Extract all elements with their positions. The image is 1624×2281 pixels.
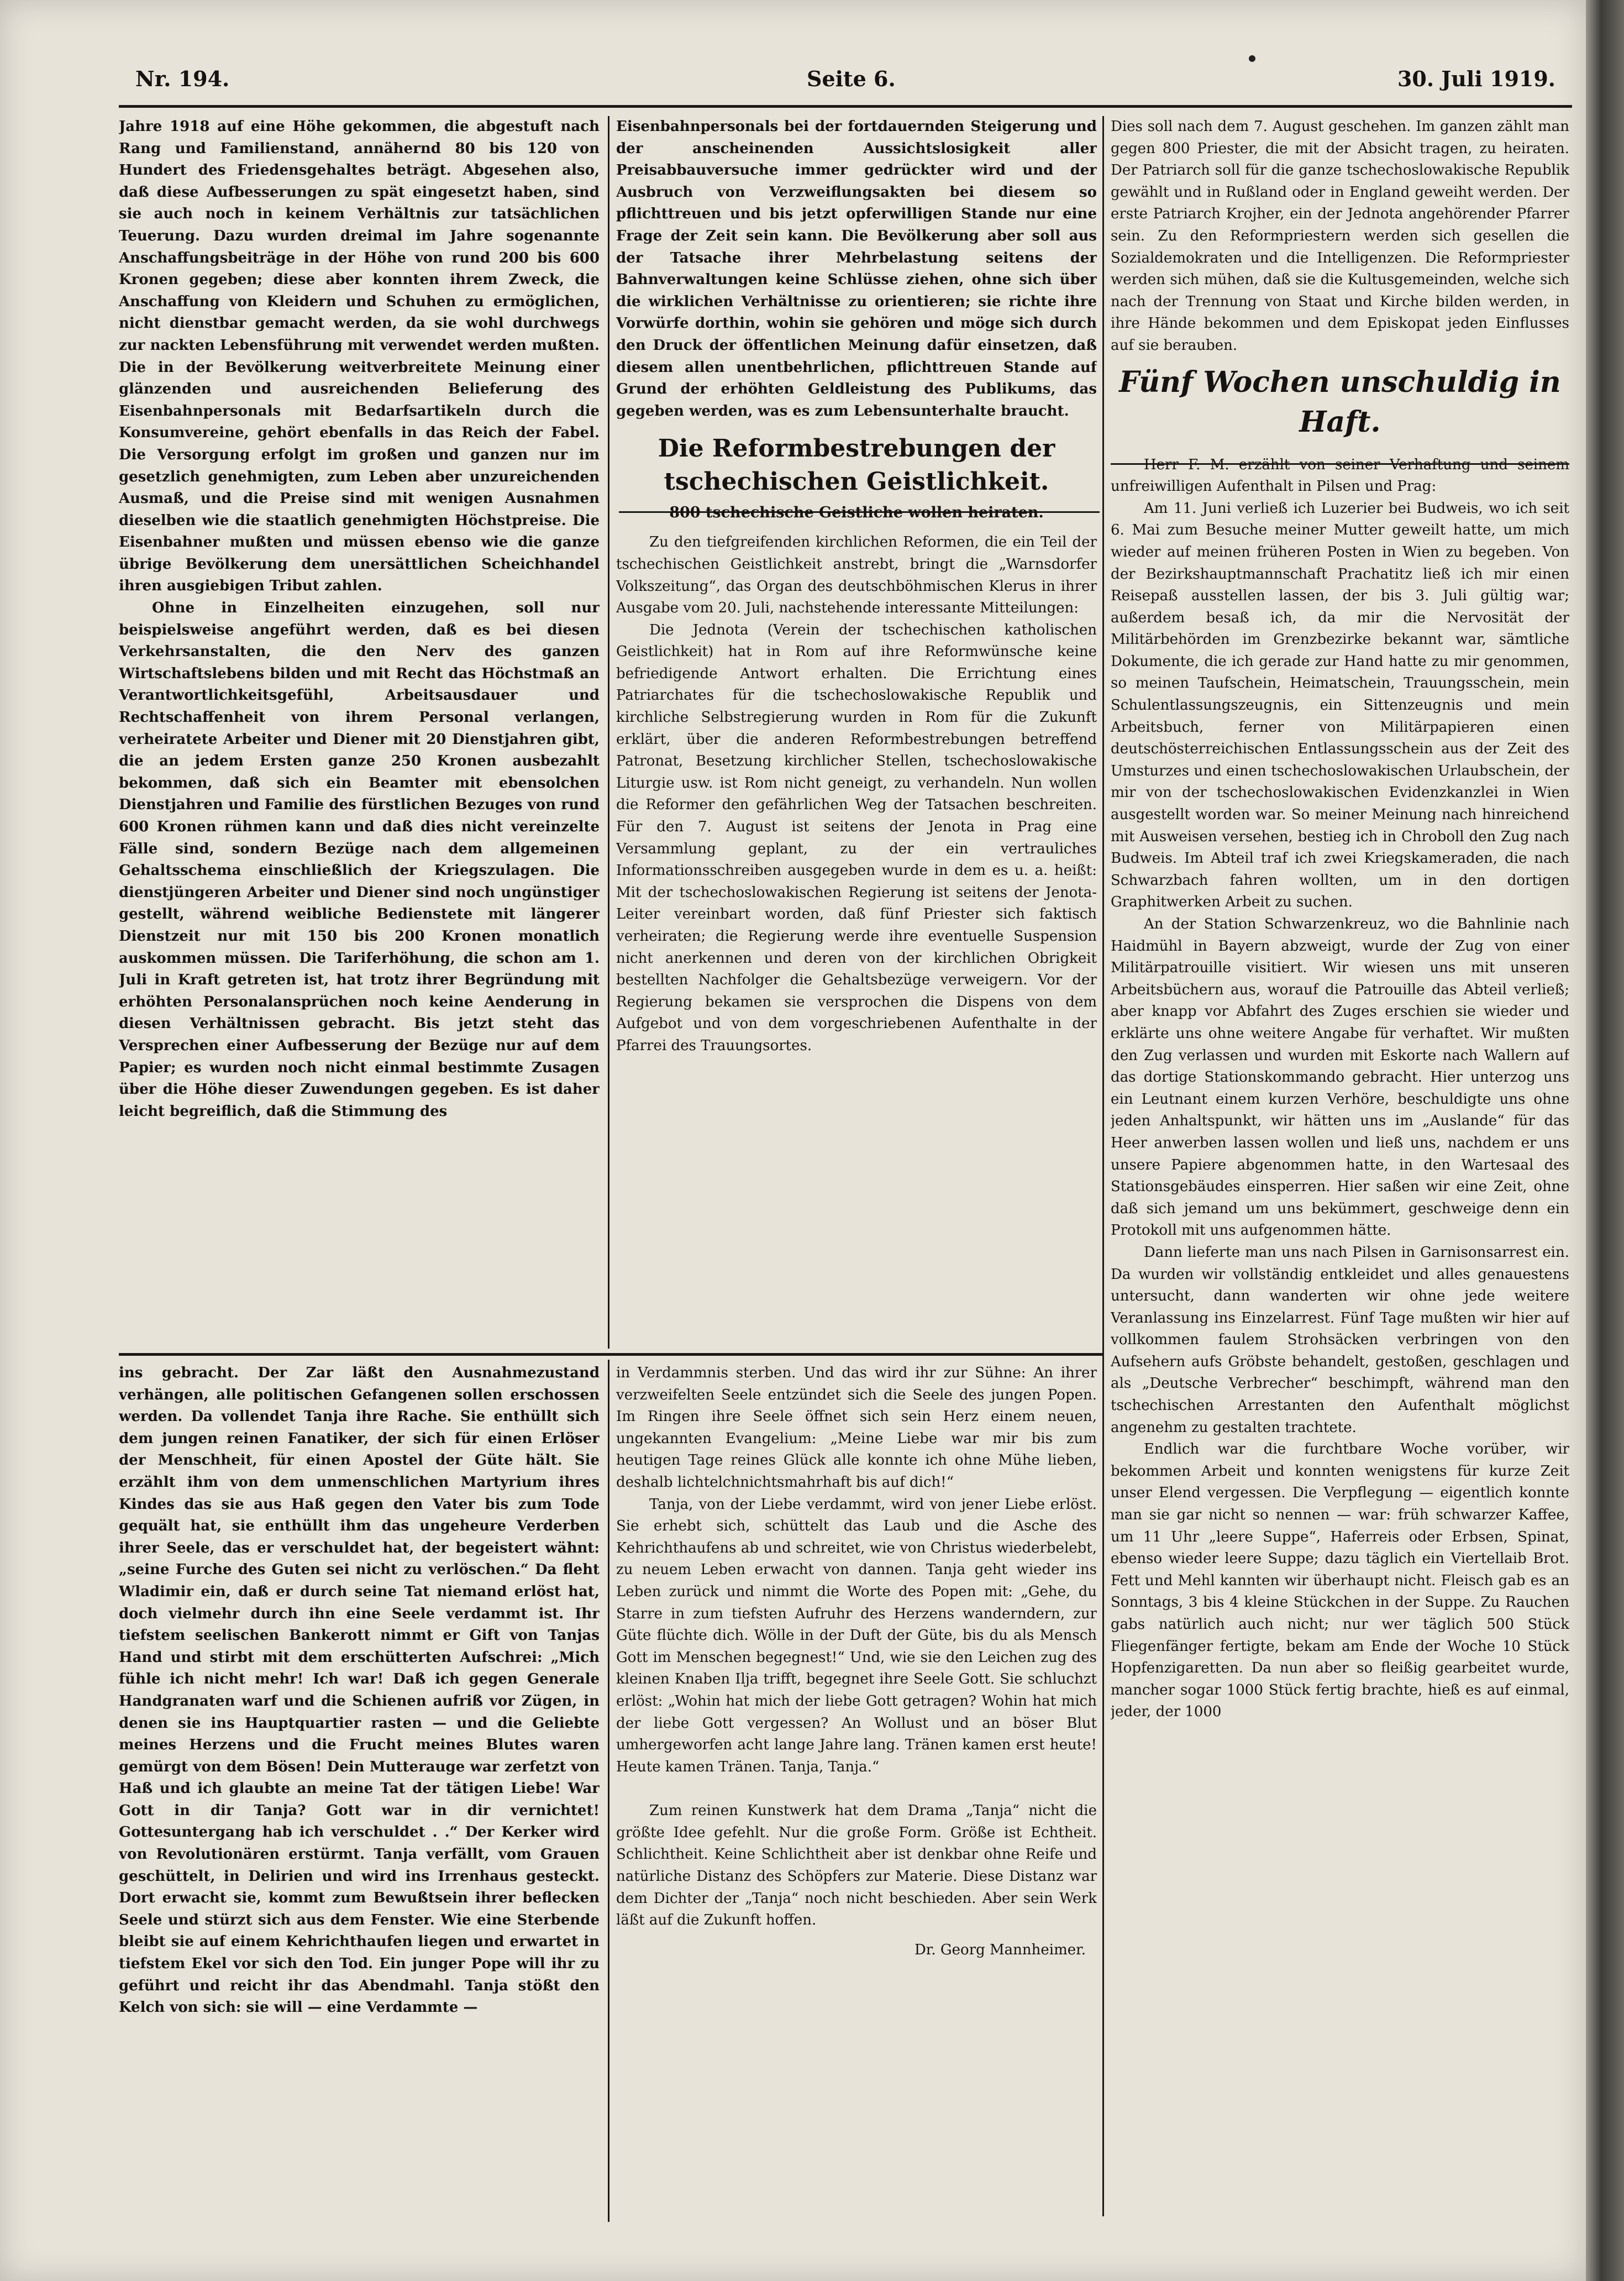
paragraph: Eisenbahnpersonals bei der fortdauernden Steigerung und der anscheinenden Aussichtslosigkeit aller Preisabbauversuche immer gedrückter wird und der Ausbruch von Verzweiflungsakten bei diesem so pflichttreuen und bis jetzt opferwilligen Stande nur eine Frage der Zeit sein kann. Die Bevölkerung aber soll aus der Tatsache ihrer Mehrbelastung seitens der Bahnverwaltungen keine Schlüsse ziehen, ohne sich über die wirklichen Verhältnisse zu orientieren; sie richte ihre Vorwürfe dorthin, wohin sie gehören und möge sich durch den Druck der öffentlichen Meinung dafür einsetzen, daß diesem allen unentbehrlichen, pflichttreuen Stande auf Grund der erhöhten Geldleistung des Publikums, das gegeben werden, was es zum Lebensunterhalte braucht. xyxy=(616,118,1097,420)
column-1 xyxy=(119,116,600,1349)
page-header xyxy=(119,66,1555,105)
column-rule-1 xyxy=(608,116,609,1349)
paragraph: Zu den tiefgreifenden kirchlichen Reformen, die ein Teil der tschechischen Geistlichkeit anstrebt, bringt die „Warnsdorfer Volkszeitung“, das Organ des deutschböhmischen Klerus in ihrer Ausgabe vom 20. Juli, nachstehende interessante Mitteilungen: xyxy=(616,534,1097,617)
paragraph: Endlich war die furchtbare Woche vorüber, wir bekommen Arbeit und konnten wenigstens für kurze Zeit unser Elend vergessen. Die Verpflegung — eigentlich konnte man sie gar nicht so nennen — war: früh schwarzer Kaffee, um 11 Uhr „leere Suppe“, Haferreis oder Erbsen, Spinat, ebenso wieder leere Suppe; dazu täglich ein Viertellaib Brot. Fett und Mehl kannten wir überhaupt nicht. Fleisch gab es an Sonntags, 3 bis 4 kleine Stückchen in der Suppe. Zu Rauchen gabs natürlich auch nicht; nur wer täglich 500 Stück Fliegenfänger fertigte, bekam am Ende der Woche 10 Stück Hopfenzigaretten. Da nun aber so fleißig gearbeitet wurde, mancher sogar 1000 Stück fertig brachte, hieß es auf einmal, jeder, der 1000 xyxy=(1111,1441,1569,1721)
column-rule-3 xyxy=(608,1360,609,2222)
paragraph: Die Jednota (Verein der tschechischen katholischen Geistlichkeit) hat in Rom auf ihre Reformwünsche keine befriedigende Antwort erhalten. Die Errichtung eines Patriarchates für die tschechoslowakische Republik und kirchliche Selbstregierung wurden in Rom für die Zukunft erklärt, über die anderen Reformbestrebungen betreffend Patronat, Besetzung kirchlicher Stellen, tschechoslowakische Liturgie usw. ist Rom nicht geneigt, zu verhandeln. Nun wollen die Reformer den gefährlichen Weg der Tatsachen beschreiten. Für den 7. August ist seitens der Jenota in Prag eine Versammlung geplant, zu der ein vertrauliches Informationsschreiben ausgegeben wurde in dem es u. a. heißt: Mit der tschechoslowakischen Regierung ist seitens der Jenota-Leiter vereinbart worden, daß fünf Priester sich faktisch verheiraten; die Regierung werde ihre eventuelle Suspension nicht anerkennen und deren von der kirchlichen Obrigkeit bestellten Nachfolger die Gehaltsbezüge verweigern. Vor der Regierung bekamen sie versprochen die Dispens von dem Aufgebot und von dem vorgeschriebenen Aufenthalte in der Pfarrei des Trauungsortes. xyxy=(616,621,1097,1054)
header-rule xyxy=(119,105,1572,108)
paragraph: Dann lieferte man uns nach Pilsen in Garnisonsarrest ein. Da wurden wir vollständig entkleidet und alles genauestens untersucht, dann wanderten wir ohne jede weitere Veranlassung ins Einzelarrest. Fünf Tage mußten wir hier auf vollkommen faulem Strohsäcken verbringen von den Aufsehern aufs Gröbste behandelt, gestoßen, geschlagen und als „Deutsche Verbrecher“ beschimpft, während man den tschechischen Arrestanten den Aufenthalt möglichst angenehm zu gestalten trachtete. xyxy=(1111,1244,1569,1436)
ink-spot xyxy=(1249,55,1255,62)
paragraph: in Verdammnis sterben. Und das wird ihr zur Sühne: An ihrer verzweifelten Seele entzündet sich die Seele des jungen Popen. Im Ringen ihre Seele öffnet sich sein Herz einem neuen, ungekannten Evangelium: „Meine Liebe war mir bis zum heutigen Tage reines Glück alle konnte ich ohne Mühe lieben, deshalb lichtelchnichtsmahrhaft bis auf dich!“ xyxy=(616,1365,1097,1491)
paragraph: An der Station Schwarzenkreuz, wo die Bahnlinie nach Haidmühl in Bayern abzweigt, wurde der Zug von einer Militärpatrouille visitiert. Wir wiesen uns mit unseren Arbeitsbüchern aus, worauf die Patrouille das Abteil verließ; aber knapp vor Abfahrt des Zuges erschien sie wieder und erklärte uns ohne weitere Angabe für verhaftet. Wir mußten den Zug verlassen und wurden mit Eskorte nach Wallern auf das dortige Stationskommando gebracht. Hier unterzog uns ein Leutnant einem kurzen Verhöre, beschuldigte uns ohne jeden Anhaltspunkt, wir hätten uns im „Auslande“ für das Heer anwerben lassen wollen und ließ uns, nachdem er uns unsere Papiere abgenommen hatte, in den Wartesaal des Stationsgebäudes einsperren. Hier saßen wir eine Zeit, ohne daß sich jemand um uns bekümmert, geschweige denn ein Protokoll mit uns aufgenommen hätte. xyxy=(1111,916,1569,1239)
column-2 xyxy=(616,116,1097,1349)
article-title: Fünf Wochen unschuldig in Haft. xyxy=(1119,365,1561,439)
paragraph: Zum reinen Kunstwerk hat dem Drama „Tanja“ nicht die größte Idee gefehlt. Nur die große Form. Größe ist Echtheit. Schlichtheit. Keine Schlichtheit aber ist denkbar ohne Reife und natürliche Distanz des Schöpfers zur Materie. Diese Distanz war dem Dichter der „Tanja“ noch nicht beschieden. Aber sein Werk läßt auf die Zukunft hoffen. xyxy=(616,1802,1097,1929)
paragraph: Ohne in Einzelheiten einzugehen, soll nur beispielsweise angeführt werden, daß es bei diesen Verkehrsanstalten, die den Nerv des ganzen Wirtschaftslebens bilden und mit Recht das Höchstmaß an Verantwortlichkeitsgefühl, Arbeitsausdauer und Rechtschaffenheit von ihrem Personal verlangen, verheiratete Arbeiter und Diener mit 20 Dienstjahren gibt, die an jedem Ersten ganze 250 Kronen ausbezahlt bekommen, daß sich ein Beamter mit ebensolchen Dienstjahren und Familie des fürstlichen Bezuges von rund 600 Kronen rühmen kann und daß dies nicht vereinzelte Fälle sind, sondern Bezüge nach dem allgemeinen Gehaltsschema einschließlich der Kriegszulagen. Die dienstjüngeren Arbeiter und Diener sind noch ungünstiger gestellt, während weibliche Bedienstete mit längerer Dienstzeit nur mit 150 bis 200 Kronen monatlich auskommen müssen. Die Tariferhöhung, die schon am 1. Juli in Kraft getreten ist, hat trotz ihrer Begründung mit erhöhten Personalansprüchen noch keine Aenderung in diesen Verhältnissen gebracht. Bis jetzt steht das Versprechen einer Aufbesserung der Bezüge nur auf dem Papier; es wurden noch nicht einmal bestimmte Zusagen über die Höhe dieser Zuwendungen gegeben. Es ist daher leicht begreiflich, daß die Stimmung des xyxy=(119,600,600,1120)
issue-date: 30. Juli 1919. xyxy=(1397,66,1555,91)
page-edge-shadow xyxy=(1586,0,1624,2281)
paragraph: Am 11. Juni verließ ich Luzerier bei Budweis, wo ich seit 6. Mai zum Besuche meiner Mutter geweilt hatte, um mich wieder auf meinen früheren Posten in Wien zu begeben. Von der Bezirkshauptmannschaft Prachatitz ließ ich mir einen Reisepaß ausstellen lassen, der bis 3. Juli gültig war; außerdem besaß ich, da mir die Nervosität der Militärbehörden im Grenzbezirke bekannt war, sämtliche Dokumente, die ich gerade zur Hand hatte zu mir genommen, so meinen Taufschein, Heimatschein, Trauungsschein, mein Schulentlassungszeugnis, ein Sittenzeugnis und mein Arbeitsbuch, ferner von Militärpapieren einen deutschösterreichischen Entlassungsschein aus der Zeit des Umsturzes und einen tschechoslowakischen Urlaubschein, der mir von der tschechoslowakischen Evidenzkanzlei in Wien ausgestellt worden war. So meiner Meinung nach hinreichend mit Ausweisen versehen, bestieg ich in Chroboll den Zug nach Budweis. Im Abteil traf ich zwei Kriegskameraden, die nach Schwarzbach fahren wollten, um in den dortigen Graphitwerken Arbeit zu suchen. xyxy=(1111,500,1569,911)
paragraph: Dies soll nach dem 7. August geschehen. Im ganzen zählt man gegen 800 Priester, die mit der Absicht tragen, zu heiraten. Der Patriarch soll für die ganze tschechoslowakische Republik gewählt und in Rußland oder in England geweiht werden. Der erste Patriarch Krojher, ein der Jednota angehörender Pfarrer sein. Zu den Reformpriestern werden sich gesellen die Sozialdemokraten und die Intelligenzen. Die Reformpriester werden sich mühen, daß sie die Kultusgemeinden, welche sich nach der Trennung von Staat und Kirche bilden werden, in ihre Hände bekommen und dem Episkopat jeden Einflusses auf sie berauben. xyxy=(1111,118,1569,354)
section-rule xyxy=(119,1353,1102,1356)
article-subtitle: 800 tschechische Geistliche wollen heiraten. xyxy=(669,504,1044,522)
article-title: Die Reformbestrebungen der tschechischen Geistlichkeit. xyxy=(658,434,1055,496)
page-number: Seite 6. xyxy=(807,66,896,91)
paragraph: Jahre 1918 auf eine Höhe gekommen, die abgestuft nach Rang und Familienstand, annähernd 80 bis 120 von Hundert des Friedensgehaltes beträgt. Abgesehen also, daß diese Aufbesserungen zu spät eingesetzt haben, sind sie auch noch in keinem Verhältnis zur tatsächlichen Teuerung. Dazu wurden dreimal im Jahre sogenannte Anschaffungsbeiträge in der Höhe von rund 200 bis 600 Kronen gegeben; diese aber konnten ihrem Zweck, die Anschaffung von Kleidern und Schuhen zu ermöglichen, nicht dienstbar gemacht werden, da sie wohl durchwegs zur nackten Lebensführung mit verwendet werden mußten. Die in der Bevölkerung weitverbreitete Meinung einer glänzenden und ausreichenden Belieferung des Eisenbahnpersonals mit Bedarfsartikeln durch die Konsumvereine, gehört ebenfalls in das Reich der Fabel. Die Versorgung erfolgt im großen und ganzen nur im gesetzlich genehmigten, zum Leben aber unzureichenden Ausmaß, und die Preise sind mit wenigen Ausnahmen dieselben wie die staatlich genehmigten Höchstpreise. Die Eisenbahner mußten und müssen ebenso wie die ganze übrige Bevölkerung dem unersättlichen Scheichhandel ihren ausgiebigen Tribut zahlen. xyxy=(119,118,600,595)
column-3 xyxy=(1111,116,1569,2233)
paragraph: ins gebracht. Der Zar läßt den Ausnahmezustand verhängen, alle politischen Gefangenen sollen erschossen werden. Da vollendet Tanja ihre Rache. Sie enthüllt sich dem jungen reinen Fanatiker, der sich für einen Erlöser der Menschheit, für einen Apostel der Güte hält. Sie erzählt ihm von dem unmenschlichen Martyrium ihres Kindes das sie aus Haß gegen den Vater bis zum Tode gequält hat, sie enthüllt ihm das ungeheure Verderben ihrer Seele, das er verschuldet hat, der begeistert wähnt: „seine Furche des Guten sei nicht zu verlöschen.“ Da fleht Wladimir ein, daß er durch seine Tat niemand erlöst hat, doch vielmehr durch ihn eine Seele verdammt ist. Ihr tiefstem seelischen Bankerott nimmt er Gift von Tanjas Hand und stirbt mit dem erschütterten Aufschrei: „Mich fühle ich nicht mehr! Ich war! Daß ich gegen Generale Handgranaten warf und die Schienen aufriß vor Zügen, in denen sie ins Hauptquartier rasten — und die Geliebte meines Herzens und die Frucht meines Blutes waren gemürgt von dem Bösen! Dein Mutterauge war zerfetzt von Haß und ich glaubte an meine Tat der tätigen Liebe! War Gott in dir Tanja? Gott war in dir vernichtet! Gottesuntergang hab ich verschuldet . .“ Der Kerker wird von Revolutionären erstürmt. Tanja verfällt, vom Grauen geschüttelt, in Delirien und wird ins Irrenhaus gesteckt. Dort erwacht sie, kommt zum Bewußtsein ihrer beflecken Seele und stürzt sich aus dem Fenster. Wie eine Sterbende bleibt sie auf einem Kehrichthaufen liegen und erwartet in tiefstem Ekel vor sich den Tod. Ein junger Pope will ihr zu geführt und reicht ihr das Abendmahl. Tanja stößt den Kelch von sich: sie will — eine Verdammte — xyxy=(119,1365,600,2016)
issue-number: Nr. 194. xyxy=(135,66,230,91)
bottom-column-1 xyxy=(119,1362,600,2225)
author-signature: Dr. Georg Mannheimer. xyxy=(914,1941,1086,1958)
column-rule-2 xyxy=(1102,116,1104,2216)
bottom-column-2 xyxy=(616,1362,1097,2225)
paragraph: Tanja, von der Liebe verdammt, wird von jener Liebe erlöst. Sie erhebt sich, schüttelt das Laub und die Asche des Kehrichthaufens ab und schreitet, wie von Christus wiederbelebt, zu neuem Leben erwacht von dannen. Tanja geht wieder ins Leben zurück und nimmt die Worte des Popen mit: „Gehe, du Starre in zum tiefsten Aufruhr des Herzens wanderndern, zur Güte flüchte dich. Wölle in der Duft der Güte, bis du als Mensch Gott im Menschen begegnest!“ Und, wie sie den Leichen zug des kleinen Knaben Ilja trifft, begegnet ihre Seele Gott. Sie schluchzt erlöst: „Wohin hat mich der liebe Gott getragen? Wohin hat mich der liebe Gott vergessen? An Wollust und an böser Blut umhergeworfen acht lange Jahre lang. Tränen kamen erst heute! Heute kamen Tränen. Tanja, Tanja.“ xyxy=(616,1496,1097,1775)
paragraph: Herr F. M. erzählt von seiner Verhaftung und seinem unfreiwilligen Aufenthalt in Pilsen und Prag: xyxy=(1111,456,1569,495)
